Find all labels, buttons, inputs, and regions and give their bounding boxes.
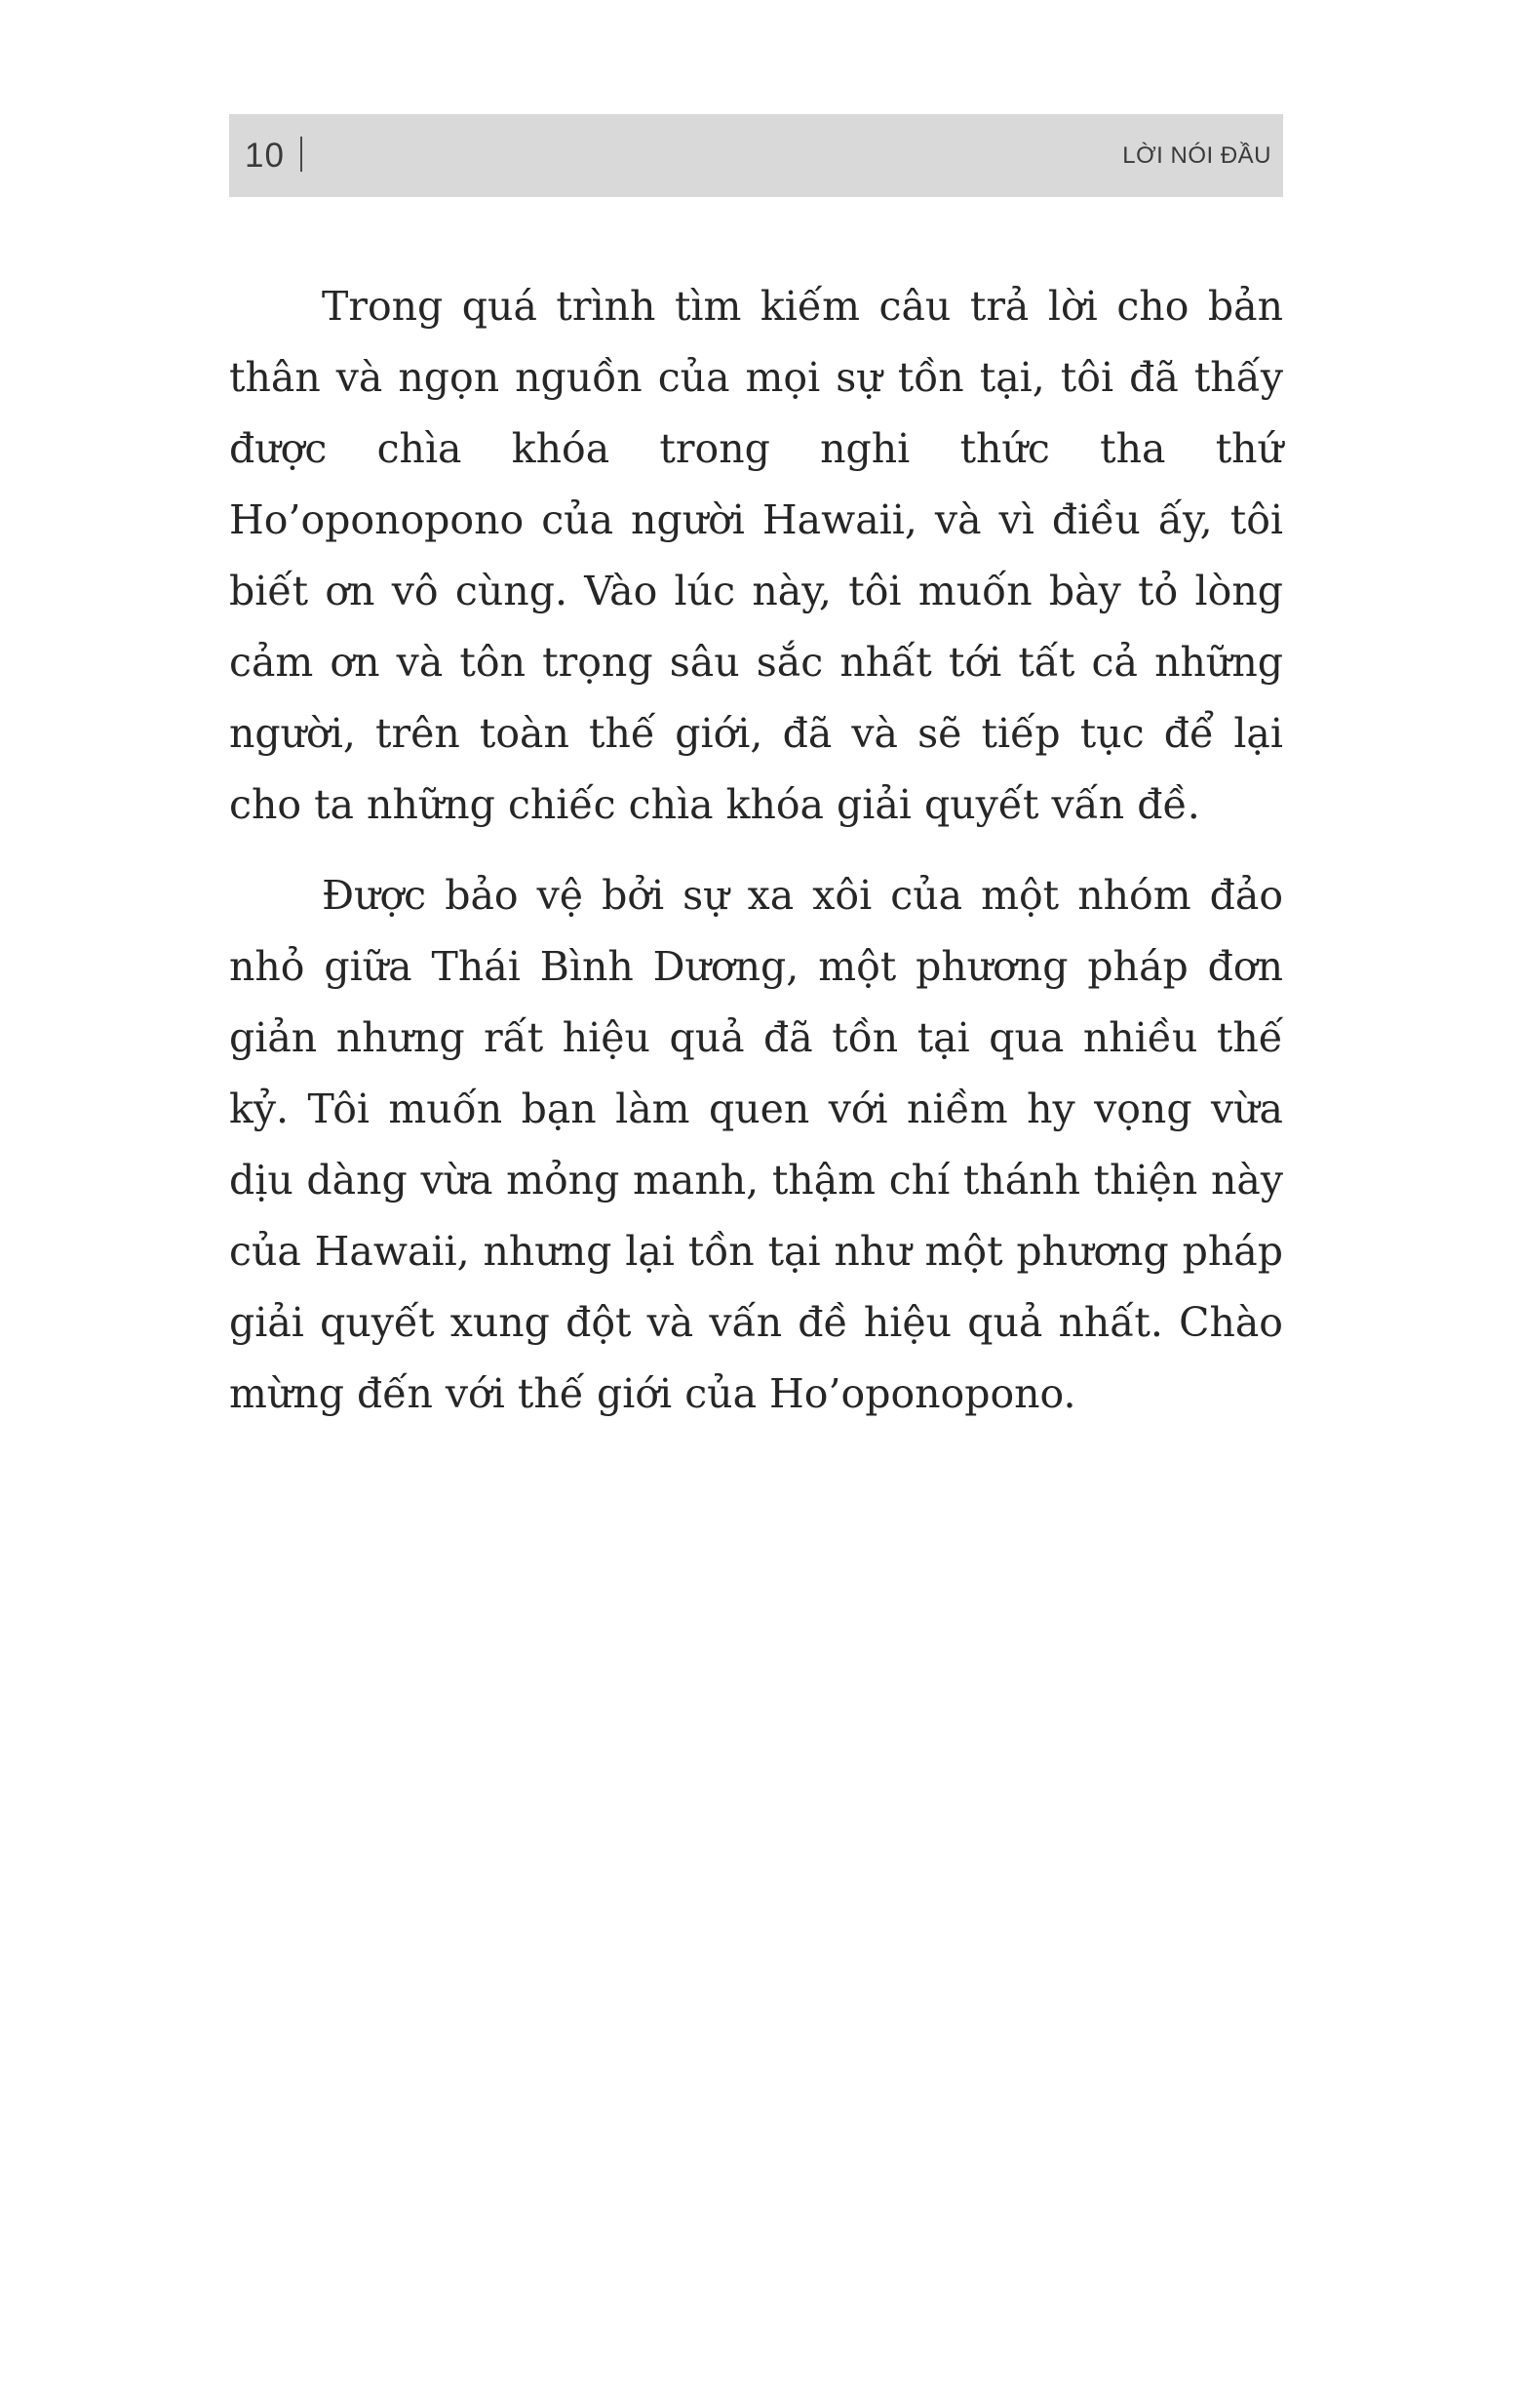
- header-divider: [300, 137, 302, 172]
- paragraph-2: Được bảo vệ bởi sự xa xôi của một nhóm đảo nhỏ giữa Thái Bình Dương, một phương pháp đơn giản nhưng rất hiệu quả đã tồn tại qua nhiều thế kỷ. Tôi muốn bạn làm quen với niềm hy vọng vừa dịu dàng vừa mỏng manh, thậm chí thánh thiện này của Hawaii, nhưng lại tồn tại như một phương pháp giải quyết xung đột và vấn đề hiệu quả nhất. Chào mừng đến với thế giới của Ho’oponopono.: [229, 872, 1283, 1417]
- body-text: [229, 271, 1283, 1430]
- page-header: [229, 114, 1283, 197]
- page-number: 10: [245, 137, 285, 175]
- running-head-title: LỜI NÓI ĐẦU: [1122, 142, 1271, 169]
- paragraph-1: Trong quá trình tìm kiếm câu trả lời cho bản thân và ngọn nguồn của mọi sự tồn tại, tôi đã thấy được chìa khóa trong nghi thức tha thứ Ho’oponopono của người Hawaii, và vì điều ấy, tôi biết ơn vô cùng. Vào lúc này, tôi muốn bày tỏ lòng cảm ơn và tôn trọng sâu sắc nhất tới tất cả những người, trên toàn thế giới, đã và sẽ tiếp tục để lại cho ta những chiếc chìa khóa giải quyết vấn đề.: [229, 283, 1283, 828]
